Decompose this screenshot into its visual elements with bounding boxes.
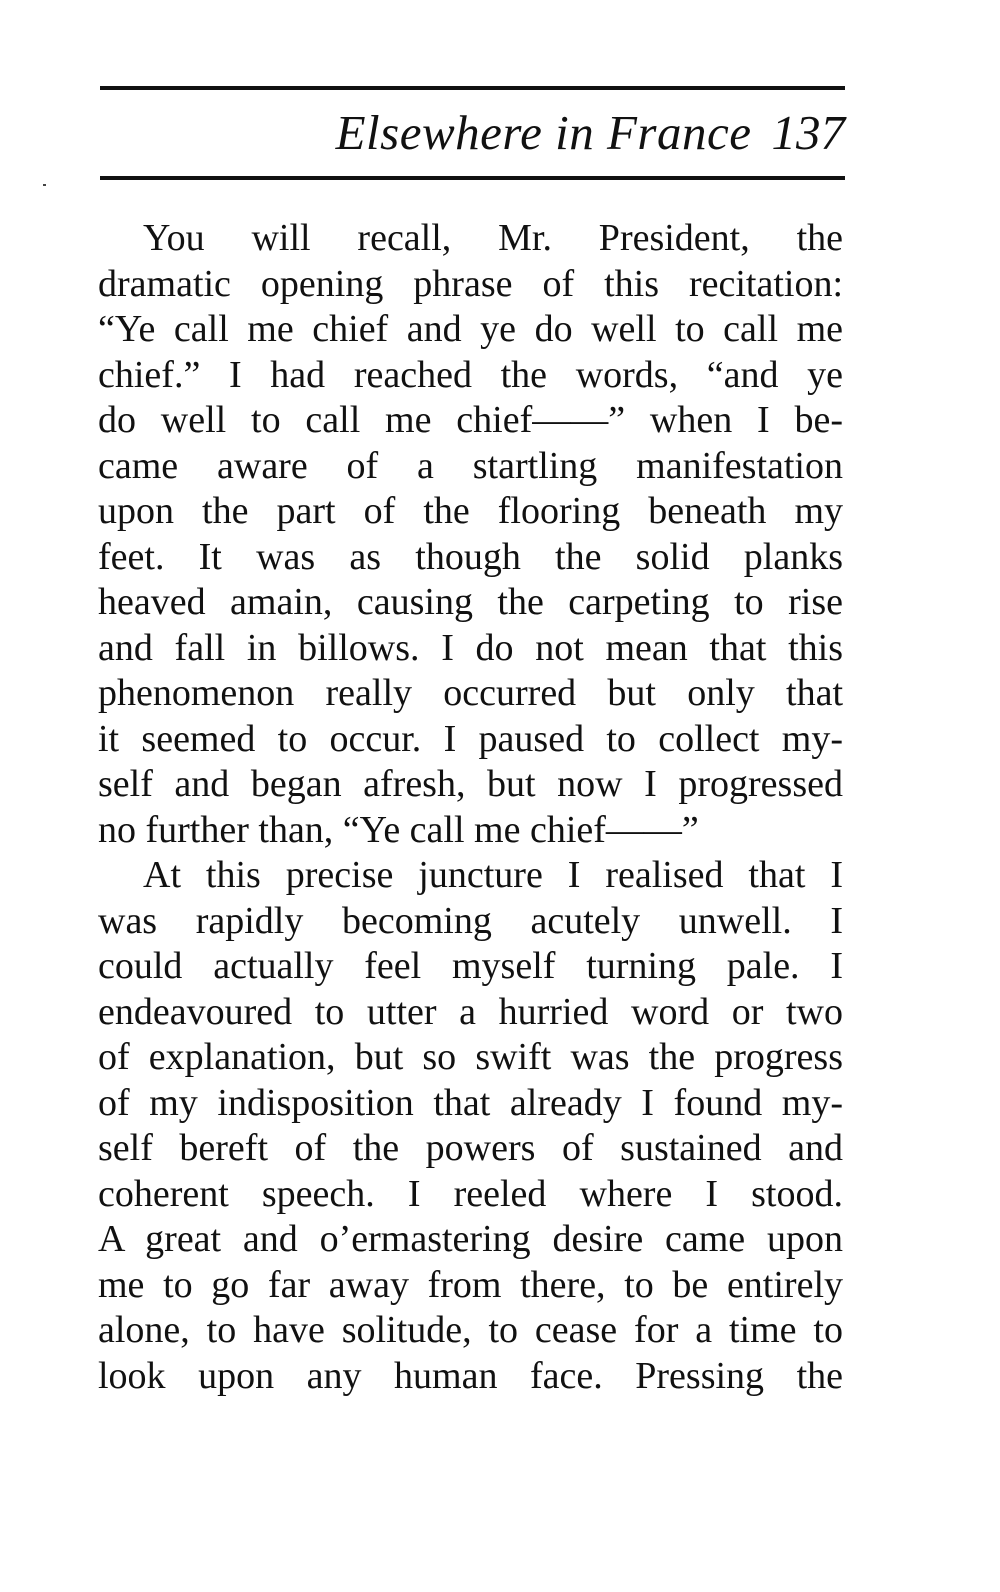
text-line: and fall in billows. I do not mean that this xyxy=(98,626,843,669)
text-line: of explanation, but so swift was the progress xyxy=(98,1036,843,1078)
text-line: of my indisposition that already I found my- xyxy=(98,1081,843,1124)
text-line: coherent speech. I reeled where I stood. xyxy=(98,1172,843,1215)
text-line: self and began afresh, but now I progressed xyxy=(98,763,843,805)
running-title: Elsewhere in France xyxy=(335,105,752,160)
text-line: came aware of a startling manifestation xyxy=(98,444,843,487)
text-line: no further than, “Ye call me chief——” xyxy=(98,808,699,851)
text-line: could actually feel myself turning pale. I xyxy=(98,945,843,987)
text-line: self bereft of the powers of sustained and xyxy=(98,1127,843,1169)
text-line: heaved amain, causing the carpeting to rise xyxy=(98,581,843,623)
text-line: A great and o’ermastering desire came upon xyxy=(98,1218,843,1260)
page-number: 137 xyxy=(771,105,845,160)
text-line: chief.” I had reached the words, “and ye xyxy=(98,353,843,396)
text-line: me to go far away from there, to be entirely xyxy=(98,1263,843,1306)
text-line: feet. It was as though the solid planks xyxy=(98,535,843,578)
body-text xyxy=(98,216,843,1399)
text-line: look upon any human face. Pressing the xyxy=(98,1354,843,1397)
text-line: At this precise juncture I realised that I xyxy=(143,854,843,896)
text-line: was rapidly becoming acutely unwell. I xyxy=(98,899,843,942)
text-line: it seemed to occur. I paused to collect my- xyxy=(98,717,843,760)
text-line: alone, to have solitude, to cease for a time to xyxy=(98,1309,843,1351)
text-line: endeavoured to utter a hurried word or two xyxy=(98,990,843,1033)
running-head xyxy=(100,100,845,166)
text-line: phenomenon really occurred but only that xyxy=(98,672,843,714)
header-rule-top xyxy=(100,86,845,90)
header-rule-bottom xyxy=(100,176,845,180)
text-line: do well to call me chief——” when I be- xyxy=(98,399,843,441)
margin-speck xyxy=(43,184,46,186)
text-line: You will recall, Mr. President, the xyxy=(143,217,843,259)
text-line: “Ye call me chief and ye do well to call me xyxy=(98,308,843,350)
text-line: dramatic opening phrase of this recitation: xyxy=(98,262,843,305)
text-line: upon the part of the flooring beneath my xyxy=(98,490,843,532)
